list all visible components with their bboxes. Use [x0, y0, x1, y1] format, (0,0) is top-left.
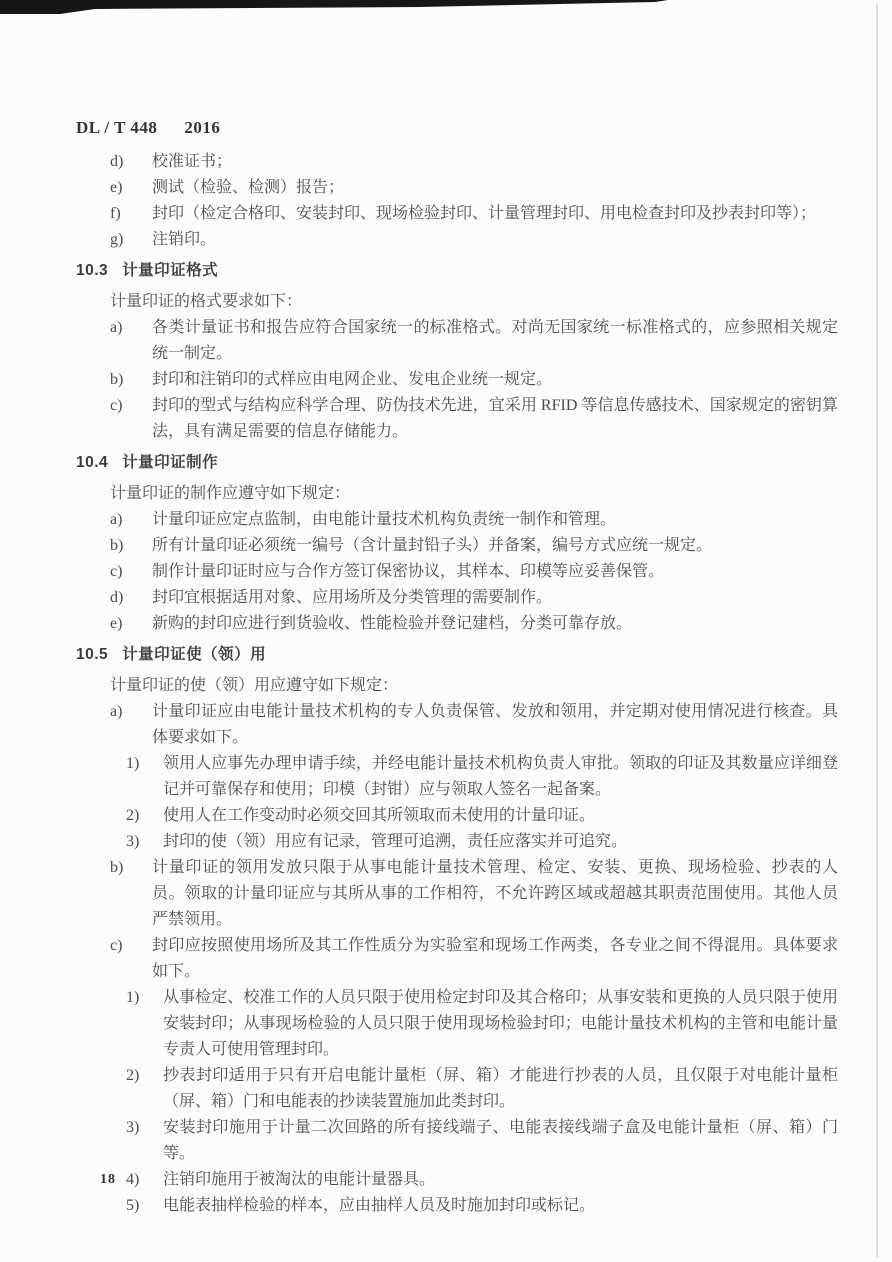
sub-item-label: 5): [126, 1197, 140, 1214]
list-item-text: 测试（检验、检测）报告；: [152, 179, 345, 196]
list-item-label: b): [110, 859, 124, 876]
list-item-label: f): [110, 205, 121, 222]
list-item-label: c): [110, 563, 123, 580]
sub-list-item: [126, 1193, 838, 1219]
list-item: [110, 855, 838, 933]
standard-year: 2016: [184, 118, 221, 137]
sub-list-item: [126, 1063, 838, 1115]
list-item: [110, 201, 838, 227]
list-item-label: a): [110, 703, 123, 720]
section-heading: [76, 258, 838, 280]
list-item-label: e): [110, 179, 123, 196]
list-item: [110, 611, 838, 637]
list-item-text: 封印的型式与结构应科学合理、防伪技术先进，宜采用 RFID 等信息传感技术、国家规定的密钥算法，具有满足需要的信息存储能力。: [152, 397, 838, 440]
list-item-text: 计量印证应由电能计量技术机构的专人负责保管、发放和领用，并定期对使用情况进行核查。具体要求如下。: [152, 703, 838, 746]
section-number: 10.3: [76, 262, 109, 279]
standard-number-header: [76, 118, 838, 138]
list-item-text: 封印宜根据适用对象、应用场所及分类管理的需要制作。: [152, 589, 553, 606]
list-item-label: d): [110, 589, 124, 606]
list-item-text: 计量印证应定点监制，由电能计量技术机构负责统一制作和管理。: [152, 511, 617, 528]
section-10-5: [76, 642, 838, 1219]
list-item-label: c): [110, 937, 123, 954]
list-item-label: d): [110, 153, 124, 170]
page-number: 18: [100, 1172, 116, 1187]
list-item-label: a): [110, 319, 123, 336]
clause-list-continued: [110, 149, 838, 253]
list-item: [110, 367, 838, 393]
sub-clause-list: [126, 751, 838, 855]
sub-list-item: [126, 985, 838, 1063]
list-item-text: 封印（检定合格印、安装封印、现场检验封印、计量管理封印、用电检查封印及抄表封印等）；: [152, 205, 817, 222]
section-number: 10.5: [76, 646, 109, 663]
list-item: [110, 699, 838, 751]
section-heading: [76, 450, 838, 472]
scan-artifact-top-bar: [0, 0, 668, 14]
section-title: 计量印证制作: [122, 454, 219, 471]
list-item-text: 封印和注销印的式样应由电网企业、发电企业统一规定。: [152, 371, 553, 388]
section-intro: 计量印证的制作应遵守如下规定：: [110, 485, 351, 502]
list-item: [110, 315, 838, 367]
list-item: [110, 507, 838, 533]
list-item-label: c): [110, 397, 123, 414]
sub-item-text: 电能表抽样检验的样本，应由抽样人员及时施加封印或标记。: [163, 1197, 596, 1214]
section-heading: [76, 642, 838, 664]
list-item-label: a): [110, 511, 123, 528]
section-10-4: [76, 450, 838, 637]
sub-item-label: 3): [126, 833, 140, 850]
sub-item-label: 1): [126, 755, 140, 772]
clause-list: [110, 315, 838, 445]
list-item-label: e): [110, 615, 123, 632]
list-item: [110, 933, 838, 985]
section-10-3: [76, 258, 838, 445]
clause-list: [110, 699, 838, 1219]
sub-item-text: 安装封印施用于计量二次回路的所有接线端子、电能表接线端子盒及电能计量柜（屏、箱）门等。: [163, 1119, 838, 1162]
section-title: 计量印证格式: [122, 262, 219, 279]
sub-item-text: 领用人应事先办理申请手续，并经电能计量技术机构负责人审批。领取的印证及其数量应详细登记并可靠保存和使用；印模（封钳）应与领取人签名一起备案。: [163, 755, 838, 798]
section-number: 10.4: [76, 454, 109, 471]
list-item-label: b): [110, 371, 124, 388]
sub-item-text: 注销印施用于被淘汰的电能计量器具。: [163, 1171, 436, 1188]
list-item-text: 所有计量印证必须统一编号（含计量封铅子头）并备案，编号方式应统一规定。: [152, 537, 713, 554]
sub-item-text: 抄表封印适用于只有开启电能计量柜（屏、箱）才能进行抄表的人员，且仅限于对电能计量柜（屏、箱）门和电能表的抄读装置施加此类封印。: [163, 1067, 838, 1110]
sub-item-label: 4): [126, 1171, 140, 1188]
sub-item-text: 封印的使（领）用应有记录，管理可追溯，责任应落实并可追究。: [163, 833, 628, 850]
page-content: [76, 118, 838, 1219]
sub-item-label: 3): [126, 1119, 140, 1136]
sub-item-text: 从事检定、校准工作的人员只限于使用检定封印及其合格印；从事安装和更换的人员只限于使用安装封印；从事现场检验的人员只限于使用现场检验封印；电能计量技术机构的主管和电能计量专责人可使用管理封印。: [163, 989, 838, 1058]
list-item: [110, 559, 838, 585]
sub-list-item: [126, 829, 838, 855]
list-item-text: 新购的封印应进行到货验收、性能检验并登记建档，分类可靠存放。: [152, 615, 633, 632]
list-item: [110, 149, 838, 175]
list-item-text: 校准证书；: [152, 153, 233, 170]
list-item-text: 计量印证的领用发放只限于从事电能计量技术管理、检定、安装、更换、现场检验、抄表的人员。领取的计量印证应与其所从事的工作相符，不允许跨区域或超越其职责范围使用。其他人员严禁领用。: [152, 859, 838, 928]
sub-item-label: 2): [126, 1067, 140, 1084]
sub-list-item: [126, 1167, 838, 1193]
sub-item-text: 使用人在工作变动时必须交回其所领取而未使用的计量印证。: [163, 807, 596, 824]
list-item-text: 封印应按照使用场所及其工作性质分为实验室和现场工作两类，各专业之间不得混用。具体要求如下。: [152, 937, 838, 980]
list-item: [110, 175, 838, 201]
sub-item-label: 1): [126, 989, 140, 1006]
list-item-label: b): [110, 537, 124, 554]
list-item: [110, 227, 838, 253]
list-item-text: 制作计量印证时应与合作方签订保密协议，其样本、印模等应妥善保管。: [152, 563, 665, 580]
standard-code: DL / T 448: [76, 118, 158, 137]
sub-clause-list: [126, 985, 838, 1219]
clause-list: [110, 507, 838, 637]
section-title: 计量印证使（领）用: [122, 646, 267, 663]
list-item-label: g): [110, 231, 124, 248]
list-item-text: 各类计量证书和报告应符合国家统一的标准格式。对尚无国家统一标准格式的，应参照相关规定统一制定。: [152, 319, 838, 362]
list-item: [110, 393, 838, 445]
scan-artifact-right-edge-line: [876, 4, 878, 1258]
section-intro: 计量印证的格式要求如下：: [110, 293, 303, 310]
section-intro: 计量印证的使（领）用应遵守如下规定：: [110, 677, 399, 694]
list-item: [110, 585, 838, 611]
list-item: [110, 533, 838, 559]
sub-item-label: 2): [126, 807, 140, 824]
sub-list-item: [126, 803, 838, 829]
sub-list-item: [126, 1115, 838, 1167]
sub-list-item: [126, 751, 838, 803]
list-item-text: 注销印。: [152, 231, 217, 248]
